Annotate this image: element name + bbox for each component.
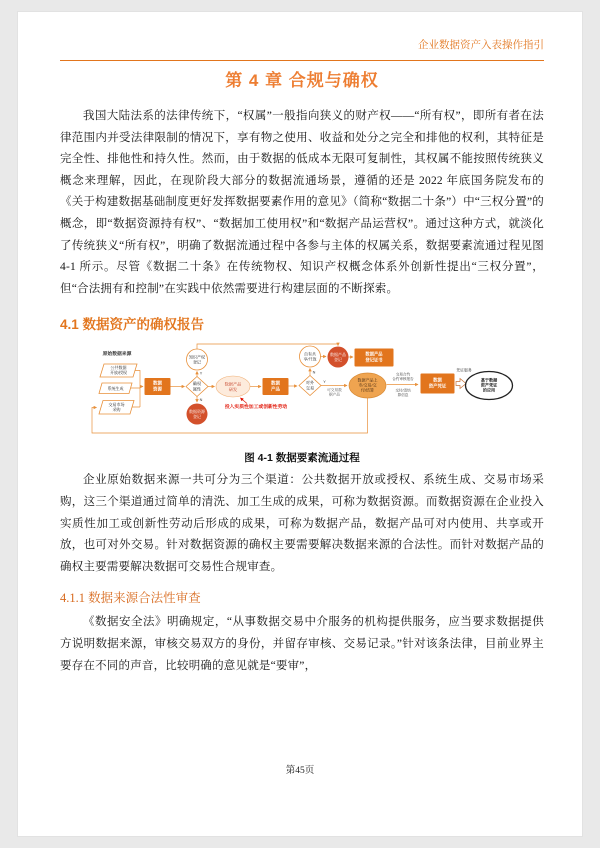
application-label: 基于数据资产凭证的应用 xyxy=(480,377,498,393)
cert-service-block-arrow xyxy=(456,379,466,389)
decision2-no-label: N xyxy=(312,370,316,375)
settlement-note-label: 交付/清结算信息 xyxy=(395,388,411,398)
decision2-yes-label: Y xyxy=(323,380,326,385)
chapter-title: 第 4 章 合规与确权 xyxy=(225,71,379,90)
product-certificate-label: 数据产品登记证书 xyxy=(365,351,383,363)
source-market-purchase-label: 交易市场采购 xyxy=(108,402,125,413)
document-page xyxy=(17,11,583,837)
paragraph-2: 企业原始数据来源一共可分为三个渠道：公共数据开放或授权、系统生成、交易市场采购，这三个渠道通过简单的清洗、加工生成的成果，可称为数据资源。而数据资源在企业投入实质性加工或创新性劳动后形成的成果，可称为数据产品，数据产品可对内使用、共享或开放，也可对外交易。针对数据资源的确权主要需要解决数据来源的合法性。而针对数据产品的确权主要需要解决数据可交易性合规审查。 xyxy=(60,474,544,573)
contract-note-label: 交易合约合约审核报告 xyxy=(392,372,414,382)
header-title: 企业数据资产入表操作指引 xyxy=(418,40,544,51)
asset-certificate-label: 数据资产凭证 xyxy=(428,377,447,389)
tradable-product-label: 可交易数据产品 xyxy=(327,388,342,397)
figure-caption: 图 4-1 数据要素流通过程 xyxy=(244,452,360,465)
document-header xyxy=(60,39,544,61)
product-dev-label: 数据产品研发 xyxy=(224,381,242,393)
section-heading-4-1: 4.1 数据资产的确权报告 xyxy=(60,317,205,333)
self-share-label: 自有共享/开放 xyxy=(303,351,317,362)
resource-registration-label: 数据资源登记 xyxy=(189,409,205,420)
source-public-data-label: 公共数据开放/授权 xyxy=(109,365,128,376)
data-product-label: 数据产品 xyxy=(271,380,280,392)
cert-service-label: 凭证服务 xyxy=(456,367,472,373)
page-content xyxy=(18,39,582,677)
substantive-labor-note: 投入实质性加工或创新性劳动 xyxy=(224,405,288,411)
page-number: 第45页 xyxy=(285,766,315,776)
paragraph-1: 我国大陆法系的法律传统下，“权属”一般指向狭义的财产权——“所有权”，即所有者在法律范围内并受法律限制的情况下，享有物之使用、收益和处分之完全和排他的权利，其特征是完全性、排他性和持久性。然而，由于数据的低成本无限可复制性，其权属不能按照传统狭义概念来理解，因此，在现阶段大部分的数据流通场景，遵循的还是 2022 年底国务院发布的《关于构建数据基础制度更好发挥数据要素作用的意见》（简称“数据二十条”）中“三权分置”的概念，即“数据资源持有权”、“数据加工使用权”和“数据产品运营权”。通过这种方式，就淡化了传统狭义“所有权”，明确了数据流通过程中各参与主体的权属关系，数据要素流通过程见图 4-1 所示。尽管《数据二十条》在传统物权、知识产权概念体系外创新性提出“三权分置”，但“合法拥有和控制”在实践中依然需要进行构建层面的不断探索。 xyxy=(60,110,544,295)
trade-decision-label: 对外交易 xyxy=(305,380,315,391)
source-system-generated-label: 系统生成 xyxy=(107,386,124,392)
section-heading-4-1-1: 4.1.1 数据来源合法性审查 xyxy=(60,591,201,606)
rights-decision-label: 确权属性 xyxy=(192,381,202,392)
ip-registration-label: 知识产权登记 xyxy=(189,354,205,365)
figure-4-1-flowchart xyxy=(60,340,544,447)
data-resource-label: 数据资源 xyxy=(153,380,162,392)
decision1-yes-label: Y xyxy=(199,371,203,376)
product-registration-label: 数据产品登记 xyxy=(330,352,346,363)
listing-trading-label: 数据产品上市/交易/交付/结算 xyxy=(357,377,378,393)
paragraph-3: 《数据安全法》明确规定，“从事数据交易中介服务的机构提供服务，应当要求数据提供方说明数据来源，审核交易双方的身份，并留存审核、交易记录。”针对该条法律，目前业界主要存在不同的声音，比较明确的意见就是“要审”， xyxy=(60,616,544,672)
sources-title-label: 原始数据来源 xyxy=(102,352,132,358)
decision1-no-label: N xyxy=(199,398,203,403)
data-flow-diagram xyxy=(60,340,545,442)
